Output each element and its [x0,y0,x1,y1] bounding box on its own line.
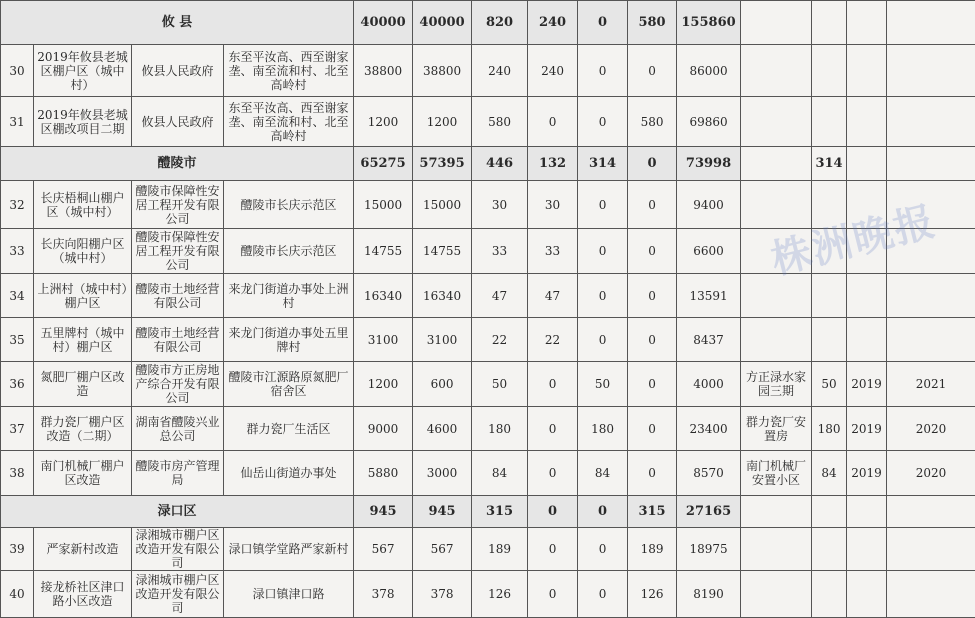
value-cell: 3100 [413,318,472,362]
subtotal-cell: 580 [628,1,677,45]
resettlement-place: 方正渌水家园三期 [741,362,812,407]
table-row [1,45,975,97]
value-cell: 0 [578,528,628,571]
value-cell: 33 [472,229,528,274]
value-cell: 0 [528,362,578,407]
implementing-unit: 醴陵市保障性安居工程开发有限公司 [132,181,224,229]
subtotal-row [1,1,975,45]
start-year [847,318,887,362]
empty-cell [741,147,812,181]
table-row [1,97,975,147]
subtotal-cell: 315 [628,496,677,528]
value-cell: 13591 [677,274,741,318]
resettlement-place [741,274,812,318]
value-cell: 580 [628,97,677,147]
value-cell: 69860 [677,97,741,147]
project-location: 仙岳山街道办事处 [224,451,354,496]
empty-cell [887,147,975,181]
table-body [1,1,975,618]
implementing-unit: 攸县人民政府 [132,97,224,147]
resettlement-sets [812,45,847,97]
value-cell: 84 [472,451,528,496]
row-number: 32 [1,181,34,229]
value-cell: 3100 [354,318,413,362]
resettlement-sets [812,318,847,362]
project-location: 醴陵市江源路原氮肥厂宿舍区 [224,362,354,407]
value-cell: 180 [578,407,628,451]
value-cell: 47 [528,274,578,318]
project-location: 渌口镇学堂路严家新村 [224,528,354,571]
project-location: 群力瓷厂生活区 [224,407,354,451]
subtotal-cell: 27165 [677,496,741,528]
subtotal-cell: 446 [472,147,528,181]
empty-cell [847,496,887,528]
project-location: 来龙门街道办事处五里牌村 [224,318,354,362]
value-cell: 567 [354,528,413,571]
subtotal-cell: 314 [812,147,847,181]
empty-cell [741,1,812,45]
project-location: 东至平汝高、西至谢家垄、南至流和村、北至高岭村 [224,97,354,147]
table-row [1,362,975,407]
subtotal-cell: 945 [413,496,472,528]
project-location: 东至平汝高、西至谢家垄、南至流和村、北至高岭村 [224,45,354,97]
value-cell: 47 [472,274,528,318]
empty-cell [847,147,887,181]
resettlement-sets: 50 [812,362,847,407]
empty-cell [887,496,975,528]
resettlement-place [741,45,812,97]
project-name: 群力瓷厂棚户区改造（二期） [34,407,132,451]
resettlement-place [741,97,812,147]
start-year [847,274,887,318]
value-cell: 0 [628,451,677,496]
value-cell: 0 [528,571,578,618]
project-location: 渌口镇津口路 [224,571,354,618]
subtotal-cell: 240 [528,1,578,45]
resettlement-sets [812,274,847,318]
value-cell: 180 [472,407,528,451]
row-number: 33 [1,229,34,274]
resettlement-sets [812,229,847,274]
subtotal-cell: 0 [628,147,677,181]
end-year [887,97,975,147]
value-cell: 1200 [354,362,413,407]
subtotal-cell: 57395 [413,147,472,181]
value-cell: 600 [413,362,472,407]
value-cell: 0 [528,407,578,451]
table-row [1,318,975,362]
value-cell: 0 [628,318,677,362]
value-cell: 0 [528,97,578,147]
table-row [1,181,975,229]
value-cell: 6600 [677,229,741,274]
value-cell: 240 [472,45,528,97]
start-year: 2019 [847,362,887,407]
value-cell: 567 [413,528,472,571]
empty-cell [887,1,975,45]
project-name: 五里牌村（城中村）棚户区 [34,318,132,362]
resettlement-place: 南门机械厂安置小区 [741,451,812,496]
value-cell: 9400 [677,181,741,229]
value-cell: 4600 [413,407,472,451]
resettlement-sets [812,571,847,618]
implementing-unit: 渌湘城市棚户区改造开发有限公司 [132,571,224,618]
project-name: 2019年攸县老城区棚户区（城中村） [34,45,132,97]
row-number: 36 [1,362,34,407]
value-cell: 38800 [413,45,472,97]
start-year: 2019 [847,407,887,451]
start-year [847,45,887,97]
value-cell: 18975 [677,528,741,571]
value-cell: 86000 [677,45,741,97]
value-cell: 0 [578,571,628,618]
subtotal-cell: 820 [472,1,528,45]
resettlement-place [741,528,812,571]
start-year [847,97,887,147]
implementing-unit: 醴陵市土地经营有限公司 [132,274,224,318]
end-year [887,181,975,229]
subtotal-cell: 132 [528,147,578,181]
subtotal-cell: 155860 [677,1,741,45]
value-cell: 3000 [413,451,472,496]
value-cell: 189 [472,528,528,571]
implementing-unit: 醴陵市保障性安居工程开发有限公司 [132,229,224,274]
resettlement-sets [812,528,847,571]
value-cell: 126 [472,571,528,618]
start-year [847,528,887,571]
value-cell: 8190 [677,571,741,618]
value-cell: 0 [628,45,677,97]
project-name: 接龙桥社区津口路小区改造 [34,571,132,618]
empty-cell [847,1,887,45]
resettlement-place [741,318,812,362]
value-cell: 22 [528,318,578,362]
resettlement-sets [812,181,847,229]
value-cell: 580 [472,97,528,147]
value-cell: 0 [628,362,677,407]
subtotal-cell: 渌口区 [1,496,354,528]
project-location: 来龙门街道办事处上洲村 [224,274,354,318]
value-cell: 378 [413,571,472,618]
start-year [847,571,887,618]
value-cell: 0 [578,274,628,318]
end-year: 2020 [887,451,975,496]
value-cell: 38800 [354,45,413,97]
value-cell: 0 [578,97,628,147]
subtotal-cell: 40000 [413,1,472,45]
resettlement-place [741,229,812,274]
implementing-unit: 醴陵市房产管理局 [132,451,224,496]
subtotal-row [1,147,975,181]
value-cell: 0 [578,45,628,97]
end-year [887,229,975,274]
implementing-unit: 攸县人民政府 [132,45,224,97]
start-year: 2019 [847,451,887,496]
value-cell: 189 [628,528,677,571]
subtotal-cell: 945 [354,496,413,528]
value-cell: 5880 [354,451,413,496]
end-year: 2020 [887,407,975,451]
subtotal-cell [812,496,847,528]
project-location: 醴陵市长庆示范区 [224,181,354,229]
table-row [1,229,975,274]
row-number: 34 [1,274,34,318]
implementing-unit: 渌湘城市棚户区改造开发有限公司 [132,528,224,571]
start-year [847,229,887,274]
resettlement-place [741,181,812,229]
project-name: 2019年攸县老城区棚改项目二期 [34,97,132,147]
value-cell: 4000 [677,362,741,407]
resettlement-sets: 84 [812,451,847,496]
subtotal-row [1,496,975,528]
value-cell: 9000 [354,407,413,451]
project-name: 长庆向阳棚户区（城中村） [34,229,132,274]
row-number: 30 [1,45,34,97]
row-number: 40 [1,571,34,618]
value-cell: 0 [578,318,628,362]
row-number: 31 [1,97,34,147]
end-year [887,571,975,618]
row-number: 38 [1,451,34,496]
value-cell: 8570 [677,451,741,496]
end-year: 2021 [887,362,975,407]
end-year [887,528,975,571]
value-cell: 0 [578,229,628,274]
value-cell: 0 [528,451,578,496]
table-row [1,274,975,318]
value-cell: 1200 [354,97,413,147]
value-cell: 0 [528,528,578,571]
project-name: 长庆梧桐山棚户区（城中村） [34,181,132,229]
table-row [1,528,975,571]
subtotal-cell [812,1,847,45]
row-number: 37 [1,407,34,451]
value-cell: 33 [528,229,578,274]
project-name: 严家新村改造 [34,528,132,571]
row-number: 35 [1,318,34,362]
value-cell: 22 [472,318,528,362]
value-cell: 50 [578,362,628,407]
value-cell: 0 [628,274,677,318]
value-cell: 84 [578,451,628,496]
empty-cell [741,496,812,528]
value-cell: 378 [354,571,413,618]
subtotal-cell: 0 [578,496,628,528]
project-name: 南门机械厂棚户区改造 [34,451,132,496]
end-year [887,45,975,97]
watermark: 株洲晚报 [765,182,975,298]
subtotal-cell: 73998 [677,147,741,181]
value-cell: 14755 [413,229,472,274]
value-cell: 14755 [354,229,413,274]
value-cell: 126 [628,571,677,618]
subtotal-cell: 65275 [354,147,413,181]
value-cell: 30 [472,181,528,229]
value-cell: 30 [528,181,578,229]
value-cell: 15000 [413,181,472,229]
value-cell: 0 [628,181,677,229]
subtotal-cell: 314 [578,147,628,181]
value-cell: 0 [628,407,677,451]
value-cell: 1200 [413,97,472,147]
value-cell: 0 [578,181,628,229]
project-location: 醴陵市长庆示范区 [224,229,354,274]
resettlement-place [741,571,812,618]
value-cell: 50 [472,362,528,407]
implementing-unit: 湖南省醴陵兴业总公司 [132,407,224,451]
table-row [1,571,975,618]
resettlement-place: 群力瓷厂安置房 [741,407,812,451]
value-cell: 16340 [354,274,413,318]
value-cell: 0 [628,229,677,274]
start-year [847,181,887,229]
project-name: 上洲村（城中村）棚户区 [34,274,132,318]
table-row [1,407,975,451]
value-cell: 240 [528,45,578,97]
value-cell: 23400 [677,407,741,451]
implementing-unit: 醴陵市土地经营有限公司 [132,318,224,362]
subtotal-cell: 攸 县 [1,1,354,45]
value-cell: 8437 [677,318,741,362]
subtotal-cell: 0 [578,1,628,45]
end-year [887,274,975,318]
end-year [887,318,975,362]
subtotal-cell: 0 [528,496,578,528]
subtotal-cell: 醴陵市 [1,147,354,181]
value-cell: 16340 [413,274,472,318]
resettlement-sets: 180 [812,407,847,451]
resettlement-sets [812,97,847,147]
project-name: 氮肥厂棚户区改造 [34,362,132,407]
value-cell: 15000 [354,181,413,229]
row-number: 39 [1,528,34,571]
table-row [1,451,975,496]
subtotal-cell: 315 [472,496,528,528]
implementing-unit: 醴陵市方正房地产综合开发有限公司 [132,362,224,407]
subtotal-cell: 40000 [354,1,413,45]
